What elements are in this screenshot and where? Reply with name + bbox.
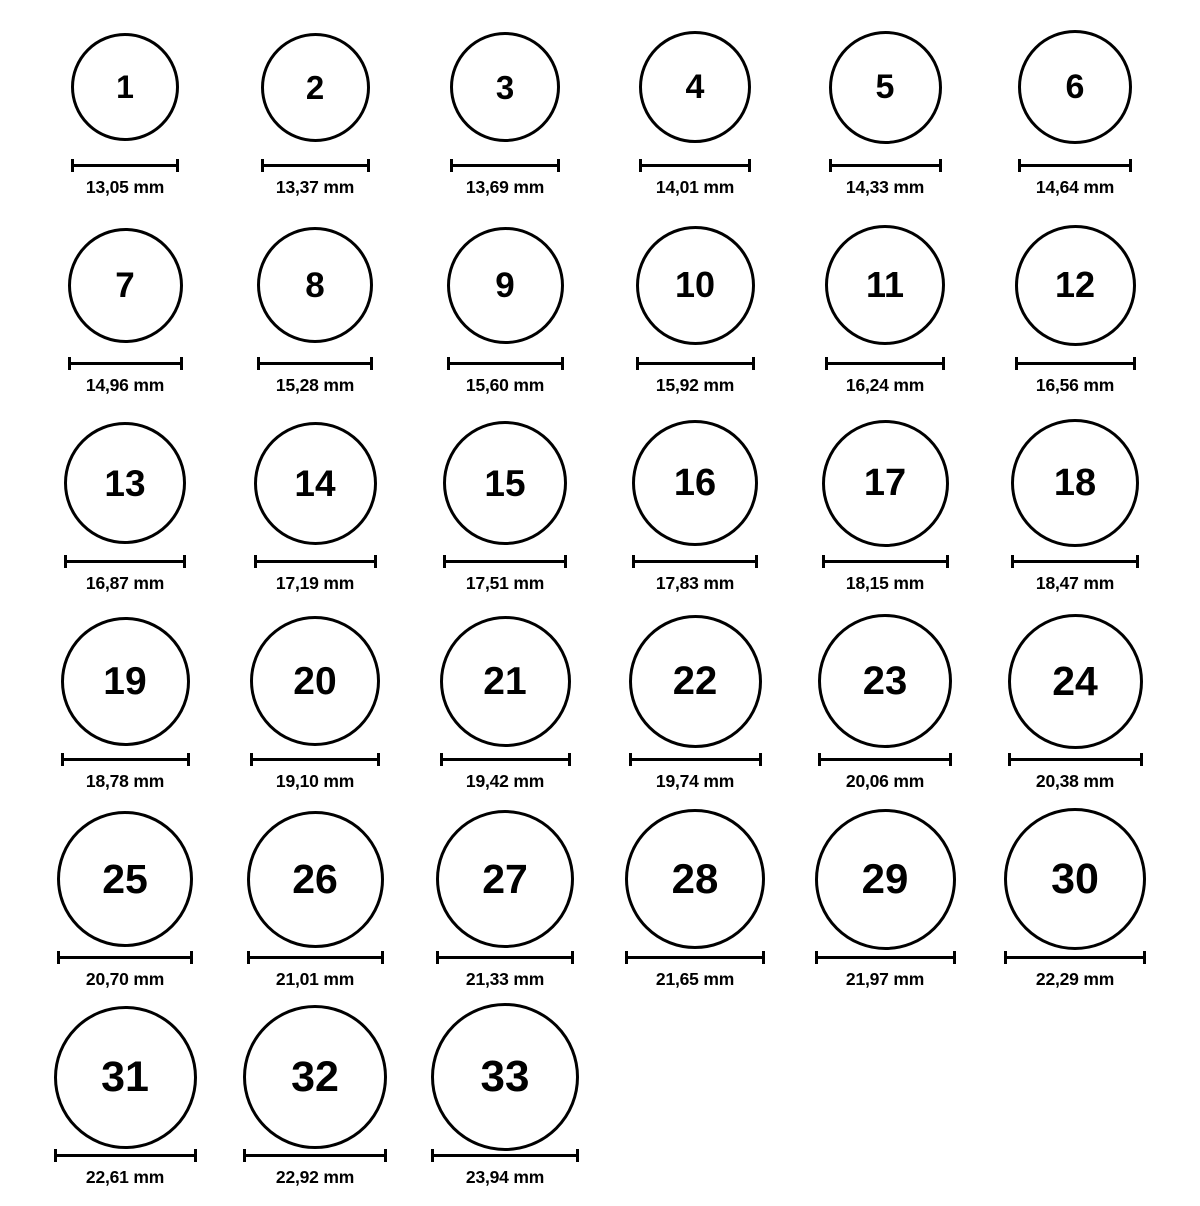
ring-circle-icon <box>632 420 758 546</box>
diameter-label: 13,37 mm <box>275 177 355 197</box>
ring-size-number: 8 <box>305 265 325 305</box>
ring-size-number: 25 <box>102 855 148 902</box>
diameter-label: 14,33 mm <box>845 177 925 197</box>
ring-size-number: 9 <box>495 265 515 305</box>
ring-circle-icon <box>629 615 762 748</box>
diameter-measure-bar <box>829 158 942 172</box>
ring-size-cell <box>600 414 790 612</box>
diameter-label: 21,01 mm <box>275 969 355 989</box>
ring-circle-icon <box>68 228 183 343</box>
ring-size-number: 10 <box>674 264 716 305</box>
diameter-measure-bar <box>636 356 755 370</box>
ring-size-number: 16 <box>673 462 717 504</box>
ring-circle-icon <box>443 421 567 545</box>
ring-circle-icon <box>243 1005 387 1149</box>
diameter-measure-bar <box>243 1148 387 1162</box>
ring-size-cell <box>30 216 220 414</box>
ring-size-number: 24 <box>1052 657 1098 704</box>
ring-circle-wrap <box>447 216 564 354</box>
ring-size-number: 5 <box>875 68 895 106</box>
diameter-measure-bar <box>822 554 949 568</box>
ring-circle-wrap <box>822 414 949 552</box>
ring-circle-wrap <box>1008 612 1143 750</box>
diameter-label: 19,42 mm <box>465 771 545 791</box>
ring-size-cell <box>600 18 790 216</box>
ring-circle-icon <box>431 1003 579 1151</box>
ring-circle-wrap <box>68 216 183 354</box>
ring-size-number: 19 <box>103 659 147 703</box>
diameter-label: 14,96 mm <box>85 375 165 395</box>
ring-circle-wrap <box>61 612 190 750</box>
ring-circle-icon <box>815 809 956 950</box>
ring-size-cell <box>30 612 220 810</box>
ring-circle-icon <box>829 31 942 144</box>
ring-size-cell <box>220 612 410 810</box>
diameter-label: 19,10 mm <box>275 771 355 791</box>
diameter-label: 15,92 mm <box>655 375 735 395</box>
ring-size-cell <box>410 414 600 612</box>
ring-size-cell <box>980 18 1170 216</box>
diameter-measure-bar <box>818 752 952 766</box>
ring-size-cell <box>980 414 1170 612</box>
ring-size-number: 4 <box>685 68 705 106</box>
ring-size-number: 27 <box>482 855 528 902</box>
ring-circle-wrap <box>57 810 193 948</box>
ring-circle-wrap <box>1011 414 1139 552</box>
ring-size-cell <box>220 414 410 612</box>
diameter-label: 22,92 mm <box>275 1167 355 1187</box>
diameter-label: 17,83 mm <box>655 573 735 593</box>
diameter-label: 22,29 mm <box>1035 969 1115 989</box>
ring-size-cell <box>220 1008 410 1206</box>
diameter-measure-bar <box>71 158 179 172</box>
ring-circle-icon <box>1004 808 1146 950</box>
diameter-label: 16,56 mm <box>1035 375 1115 395</box>
diameter-label: 14,64 mm <box>1035 177 1115 197</box>
ring-circle-wrap <box>1015 216 1136 354</box>
ring-circle-icon <box>1018 30 1132 144</box>
diameter-label: 23,94 mm <box>465 1167 545 1187</box>
ring-circle-wrap <box>815 810 956 948</box>
ring-circle-wrap <box>636 216 755 354</box>
ring-size-number: 17 <box>863 462 907 504</box>
ring-circle-icon <box>61 617 190 746</box>
ring-size-cell <box>600 810 790 1008</box>
ring-size-number: 3 <box>495 68 515 106</box>
ring-circle-icon <box>250 616 380 746</box>
ring-size-number: 29 <box>861 855 909 902</box>
ring-size-number: 30 <box>1051 854 1099 903</box>
ring-size-number: 7 <box>115 265 135 305</box>
ring-size-grid <box>10 18 1190 1206</box>
ring-circle-wrap <box>625 810 765 948</box>
ring-size-cell <box>410 18 600 216</box>
diameter-measure-bar <box>431 1148 579 1162</box>
diameter-measure-bar <box>1018 158 1132 172</box>
diameter-label: 16,87 mm <box>85 573 165 593</box>
ring-circle-icon <box>440 616 571 747</box>
diameter-measure-bar <box>639 158 751 172</box>
ring-circle-icon <box>71 33 179 141</box>
diameter-measure-bar <box>1015 356 1136 370</box>
ring-circle-icon <box>1008 614 1143 749</box>
ring-circle-wrap <box>1018 18 1132 156</box>
ring-size-number: 31 <box>101 1052 149 1101</box>
diameter-measure-bar <box>250 752 380 766</box>
ring-circle-icon <box>636 226 755 345</box>
ring-circle-icon <box>639 31 751 143</box>
diameter-label: 14,01 mm <box>655 177 735 197</box>
diameter-label: 18,78 mm <box>85 771 165 791</box>
diameter-measure-bar <box>64 554 186 568</box>
diameter-label: 17,19 mm <box>275 573 355 593</box>
ring-circle-icon <box>818 614 952 748</box>
ring-circle-wrap <box>818 612 952 750</box>
ring-circle-wrap <box>64 414 186 552</box>
ring-size-cell <box>30 18 220 216</box>
ring-circle-wrap <box>261 18 370 156</box>
ring-circle-wrap <box>247 810 384 948</box>
diameter-measure-bar <box>440 752 571 766</box>
ring-size-cell <box>220 18 410 216</box>
ring-circle-wrap <box>436 810 574 948</box>
ring-circle-icon <box>447 227 564 344</box>
ring-circle-wrap <box>71 18 179 156</box>
ring-size-number: 23 <box>862 659 908 703</box>
ring-circle-wrap <box>257 216 373 354</box>
ring-circle-wrap <box>632 414 758 552</box>
ring-size-cell <box>30 1008 220 1206</box>
ring-size-number: 13 <box>104 462 146 504</box>
ring-size-number: 20 <box>293 659 337 703</box>
diameter-measure-bar <box>436 950 574 964</box>
diameter-measure-bar <box>257 356 373 370</box>
ring-circle-wrap <box>443 414 567 552</box>
diameter-measure-bar <box>57 950 193 964</box>
ring-size-cell <box>600 216 790 414</box>
diameter-measure-bar <box>68 356 183 370</box>
ring-circle-wrap <box>829 18 942 156</box>
ring-size-number: 15 <box>484 462 526 504</box>
ring-size-number: 1 <box>116 69 134 105</box>
diameter-measure-bar <box>254 554 377 568</box>
diameter-label: 17,51 mm <box>465 573 545 593</box>
ring-size-cell <box>30 414 220 612</box>
diameter-label: 13,69 mm <box>465 177 545 197</box>
diameter-measure-bar <box>443 554 567 568</box>
ring-size-cell <box>220 216 410 414</box>
diameter-measure-bar <box>61 752 190 766</box>
ring-size-cell <box>790 414 980 612</box>
diameter-label: 21,97 mm <box>845 969 925 989</box>
ring-circle-icon <box>822 420 949 547</box>
diameter-measure-bar <box>247 950 384 964</box>
ring-circle-icon <box>247 811 384 948</box>
ring-size-cell <box>410 612 600 810</box>
diameter-label: 20,70 mm <box>85 969 165 989</box>
ring-circle-icon <box>261 33 370 142</box>
diameter-label: 19,74 mm <box>655 771 735 791</box>
ring-size-number: 11 <box>865 264 905 305</box>
ring-circle-wrap <box>450 18 560 156</box>
diameter-measure-bar <box>632 554 758 568</box>
diameter-measure-bar <box>629 752 762 766</box>
diameter-measure-bar <box>1011 554 1139 568</box>
diameter-measure-bar <box>54 1148 197 1162</box>
ring-circle-icon <box>625 809 765 949</box>
diameter-measure-bar <box>825 356 945 370</box>
ring-circle-wrap <box>243 1008 387 1146</box>
ring-circle-icon <box>825 225 945 345</box>
ring-size-number: 22 <box>672 659 718 703</box>
ring-circle-icon <box>1015 225 1136 346</box>
ring-circle-wrap <box>825 216 945 354</box>
ring-circle-wrap <box>629 612 762 750</box>
ring-size-cell <box>790 216 980 414</box>
ring-circle-icon <box>64 422 186 544</box>
ring-size-number: 14 <box>294 462 336 504</box>
ring-size-number: 18 <box>1053 462 1097 504</box>
ring-size-number: 21 <box>483 659 527 703</box>
diameter-measure-bar <box>1008 752 1143 766</box>
ring-size-cell <box>410 1008 600 1206</box>
diameter-measure-bar <box>450 158 560 172</box>
ring-size-cell <box>790 18 980 216</box>
diameter-label: 18,47 mm <box>1035 573 1115 593</box>
ring-circle-icon <box>257 227 373 343</box>
diameter-label: 22,61 mm <box>85 1167 165 1187</box>
diameter-label: 16,24 mm <box>845 375 925 395</box>
ring-circle-wrap <box>440 612 571 750</box>
ring-size-number: 6 <box>1065 68 1085 106</box>
diameter-label: 20,38 mm <box>1035 771 1115 791</box>
ring-circle-icon <box>450 32 560 142</box>
ring-size-number: 26 <box>292 855 338 902</box>
ring-size-number: 12 <box>1054 264 1096 305</box>
diameter-label: 15,28 mm <box>275 375 355 395</box>
ring-size-number: 2 <box>305 68 325 106</box>
ring-size-cell <box>600 612 790 810</box>
diameter-label: 21,65 mm <box>655 969 735 989</box>
ring-size-cell <box>410 216 600 414</box>
diameter-label: 13,05 mm <box>85 177 165 197</box>
ring-size-number: 32 <box>291 1052 339 1101</box>
diameter-measure-bar <box>815 950 956 964</box>
ring-size-cell <box>220 810 410 1008</box>
ring-circle-icon <box>57 811 193 947</box>
ring-circle-wrap <box>254 414 377 552</box>
ring-size-number: 33 <box>480 1052 530 1101</box>
diameter-label: 21,33 mm <box>465 969 545 989</box>
ring-circle-icon <box>254 422 377 545</box>
ring-circle-wrap <box>250 612 380 750</box>
ring-circle-icon <box>1011 419 1139 547</box>
ring-circle-wrap <box>639 18 751 156</box>
diameter-measure-bar <box>447 356 564 370</box>
ring-circle-wrap <box>431 1008 579 1146</box>
ring-circle-icon <box>436 810 574 948</box>
diameter-measure-bar <box>625 950 765 964</box>
ring-size-cell <box>980 216 1170 414</box>
ring-size-number: 28 <box>671 855 719 902</box>
ring-circle-wrap <box>54 1008 197 1146</box>
ring-size-cell <box>790 810 980 1008</box>
ring-size-cell <box>980 612 1170 810</box>
ring-size-cell <box>410 810 600 1008</box>
ring-size-cell <box>790 612 980 810</box>
ring-size-cell <box>30 810 220 1008</box>
diameter-label: 20,06 mm <box>845 771 925 791</box>
ring-circle-icon <box>54 1006 197 1149</box>
ring-size-cell <box>980 810 1170 1008</box>
diameter-label: 15,60 mm <box>465 375 545 395</box>
diameter-measure-bar <box>261 158 370 172</box>
ring-circle-wrap <box>1004 810 1146 948</box>
diameter-measure-bar <box>1004 950 1146 964</box>
diameter-label: 18,15 mm <box>845 573 925 593</box>
